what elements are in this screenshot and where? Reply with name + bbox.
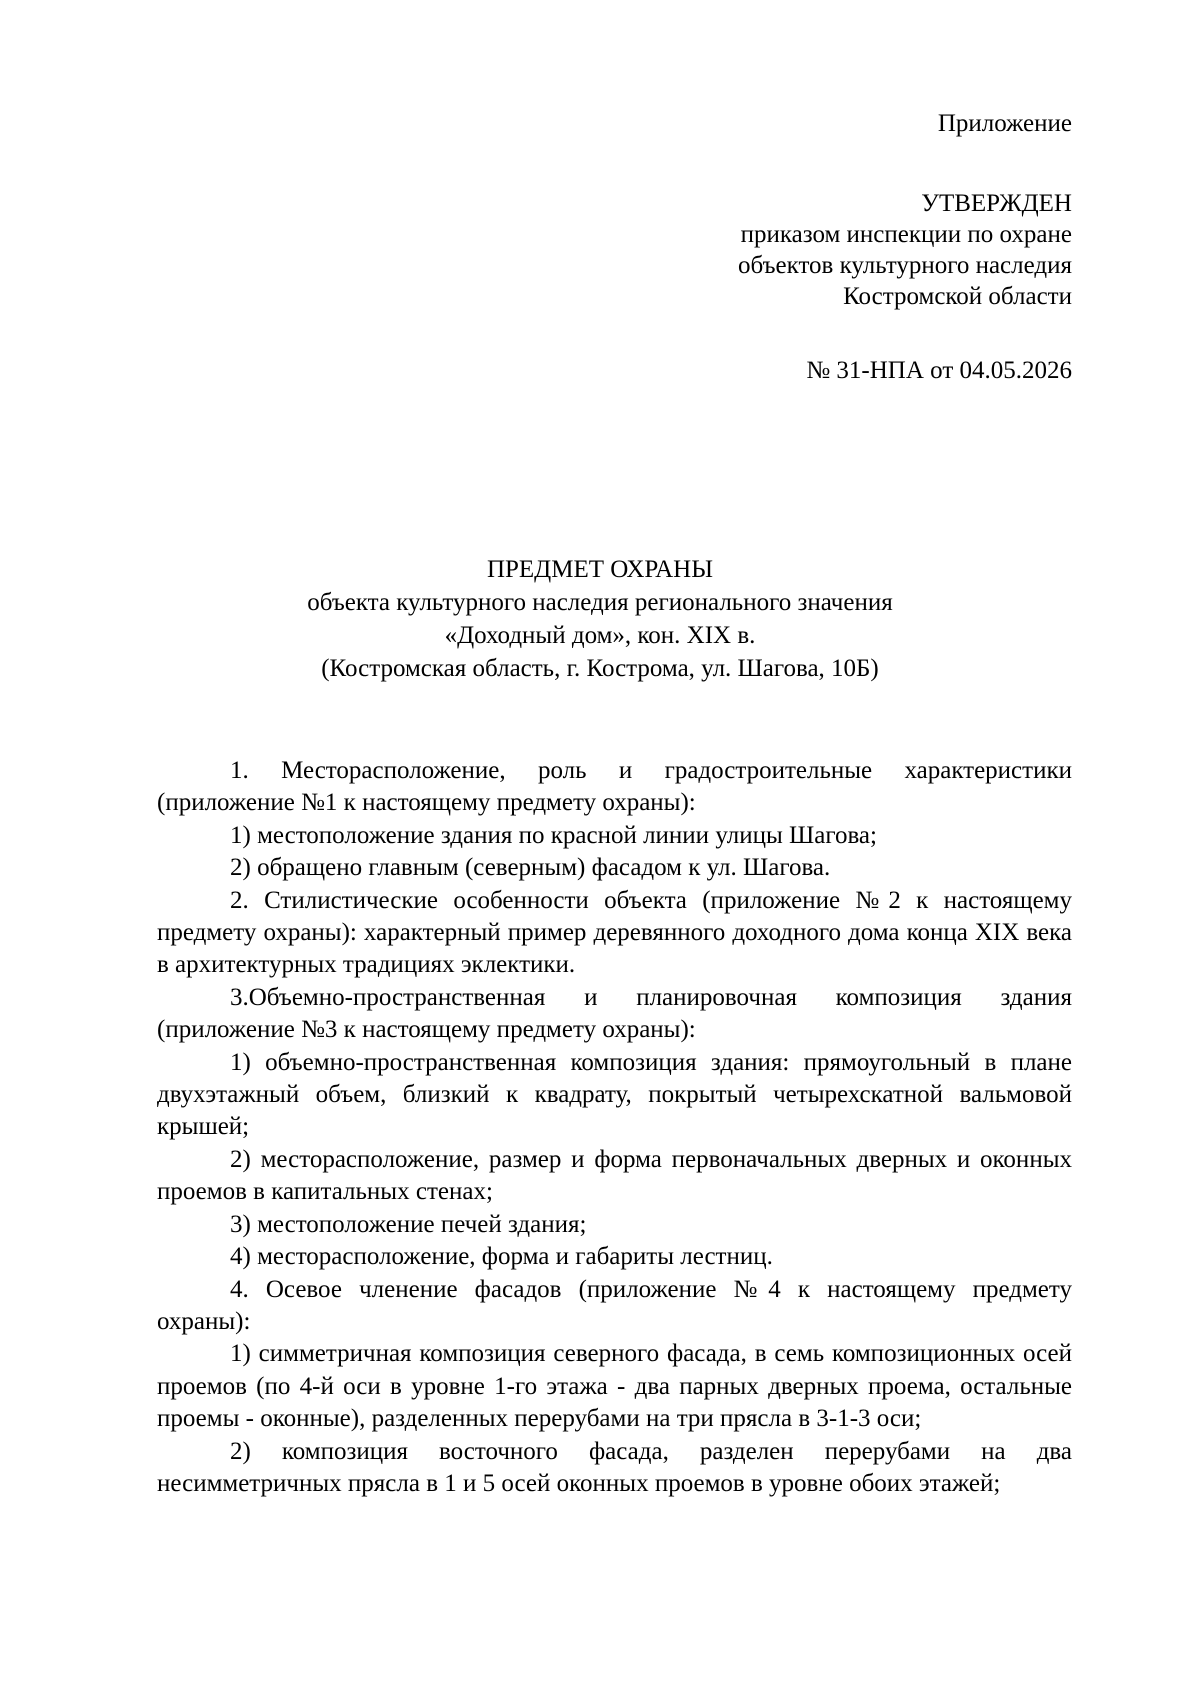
body-paragraph: 1. Месторасположение, роль и градостроительные характеристики (приложение №1 к настоящему предмету охраны): bbox=[157, 757, 1072, 817]
body-paragraph: 1) объемно-пространственная композиция здания: прямоугольный в плане двухэтажный объем, близкий к квадрату, покрытый четырехскатной вальмовой крышей; bbox=[157, 1048, 1072, 1141]
body-paragraph: 1) симметричная композиция северного фасада, в семь композиционных осей проемов (по 4-й оси в уровне 1-го этажа - два парных дверных проема, остальные проемы - оконные), разделенных перерубами на три прясла в 3-1-3 оси; bbox=[157, 1340, 1072, 1433]
title-subline: (Костромская область, г. Кострома, ул. Шагова, 10Б) bbox=[321, 655, 879, 682]
approval-block bbox=[738, 188, 1072, 312]
authority-line: объектов культурного наследия bbox=[738, 252, 1072, 279]
title-subline: «Доходный дом», кон. XIX в. bbox=[444, 622, 756, 649]
body-paragraph: 4. Осевое членение фасадов (приложение №4 к настоящему предмету охраны): bbox=[157, 1275, 1072, 1335]
body-paragraph: 1) местоположение здания по красной линии улицы Шагова; bbox=[230, 821, 877, 849]
authority-line: Костромской области bbox=[843, 283, 1072, 310]
body-paragraph: 4) месторасположение, форма и габариты лестниц. bbox=[230, 1243, 773, 1271]
document-title: ПРЕДМЕТ ОХРАНЫ bbox=[486, 556, 714, 583]
approved-stamp-text: УТВЕРЖДЕН bbox=[921, 190, 1072, 217]
body-paragraph: 2. Стилистические особенности объекта (приложение №2 к настоящему предмету охраны): характерный пример деревянного доходного дома конца XIX века в архитектурных традициях эклектики. bbox=[157, 886, 1072, 979]
authority-line: приказом инспекции по охране bbox=[740, 221, 1072, 248]
body-paragraph: 3) местоположение печей здания; bbox=[230, 1210, 587, 1238]
appendix-label: Приложение bbox=[937, 110, 1072, 137]
order-number: № 31-НПА от 04.05.2026 bbox=[806, 357, 1072, 384]
body-paragraph: 2) обращено главным (северным) фасадом к ул. Шагова. bbox=[230, 854, 831, 882]
body-paragraph: 2) композиция восточного фасада, разделен перерубами на два несимметричных прясла в 1 и 5 осей оконных проемов в уровне обоих этажей; bbox=[157, 1437, 1072, 1497]
document-title-block bbox=[0, 553, 1200, 685]
document-body bbox=[157, 755, 1072, 1500]
title-subline: объекта культурного наследия регионального значения bbox=[307, 589, 893, 616]
body-paragraph: 2) месторасположение, размер и форма первоначальных дверных и оконных проемов в капитальных стенах; bbox=[157, 1145, 1072, 1206]
body-paragraph: 3.Объемно-пространственная и планировочная композиция здания (приложение №3 к настоящему предмету охраны): bbox=[157, 983, 1072, 1044]
